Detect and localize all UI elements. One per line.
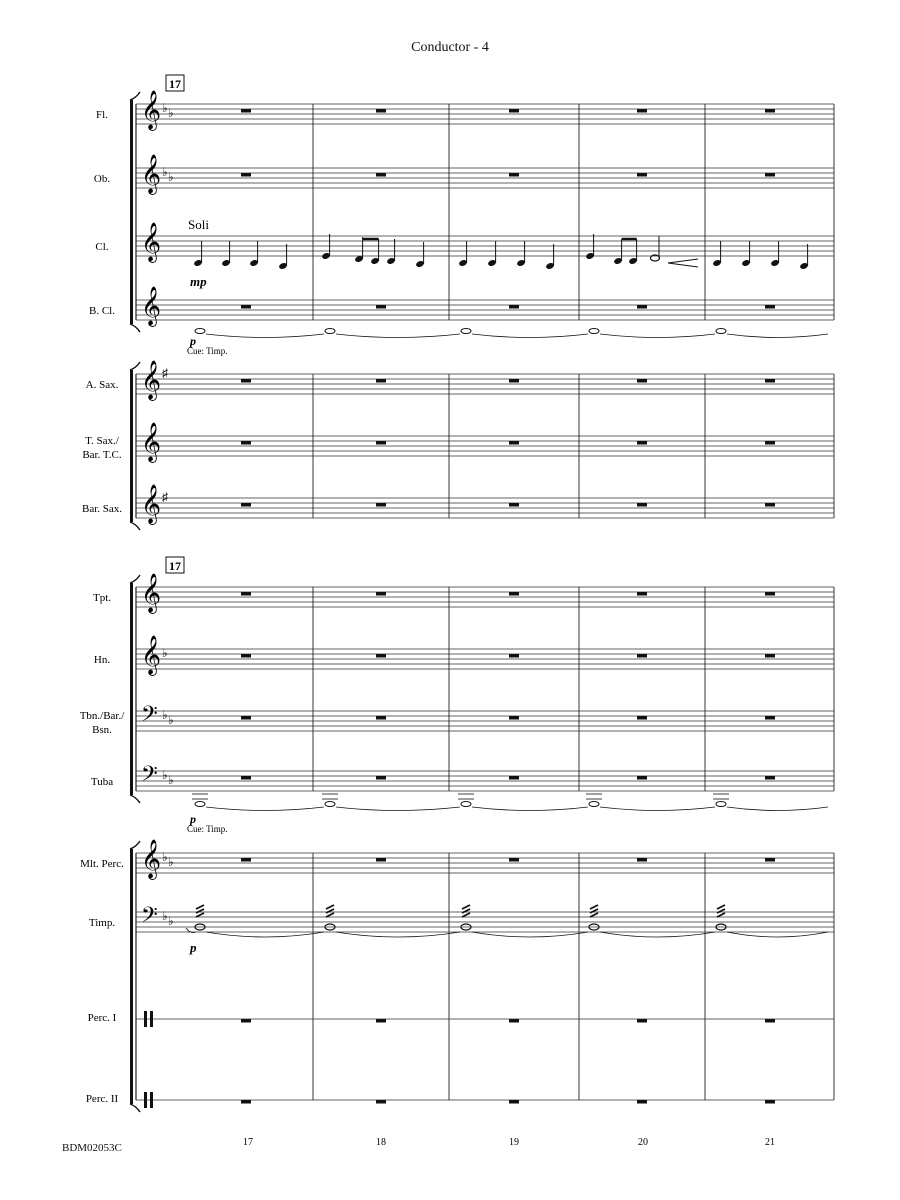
rehearsal-number: 17 bbox=[169, 77, 181, 91]
bass-clef: 𝄢 bbox=[141, 702, 158, 731]
instrument-name-line: Fl. bbox=[96, 109, 108, 121]
whole-rest bbox=[509, 379, 519, 383]
whole-rest bbox=[376, 441, 386, 445]
instrument-name-bcl bbox=[89, 305, 115, 317]
whole-rest bbox=[376, 1019, 386, 1023]
cue-timp-label: Cue: Timp. bbox=[187, 346, 228, 356]
whole-rest bbox=[509, 592, 519, 596]
cue-whole-note bbox=[325, 329, 335, 334]
tremolo-slash bbox=[196, 909, 204, 913]
whole-rest bbox=[241, 379, 251, 383]
tie bbox=[727, 334, 828, 338]
treble-clef: 𝄞 bbox=[141, 637, 162, 674]
staff-tsax bbox=[136, 423, 834, 463]
tie bbox=[472, 334, 588, 338]
tie bbox=[600, 932, 715, 937]
treble-clef: 𝄞 bbox=[141, 424, 162, 461]
whole-rest bbox=[765, 776, 775, 780]
staff-ob bbox=[136, 155, 834, 195]
tremolo-slash bbox=[717, 909, 725, 913]
tremolo-slash bbox=[326, 913, 334, 917]
bracket-hook bbox=[130, 1104, 140, 1112]
staff-bsax bbox=[136, 485, 834, 525]
instrument-name-tsax bbox=[82, 435, 122, 461]
flat-sign: ♭ bbox=[168, 170, 174, 184]
tremolo-slash bbox=[326, 905, 334, 909]
flat-sign: ♭ bbox=[162, 909, 168, 923]
treble-clef: 𝄞 bbox=[141, 486, 162, 523]
whole-rest bbox=[637, 1100, 647, 1104]
instrument-name-line: Perc. I bbox=[87, 1012, 117, 1024]
flat-sign: ♭ bbox=[162, 850, 168, 864]
whole-rest bbox=[509, 441, 519, 445]
treble-clef: 𝄞 bbox=[141, 288, 162, 325]
whole-rest bbox=[241, 776, 251, 780]
whole-rest bbox=[765, 173, 775, 177]
instrument-name-line: Tuba bbox=[90, 776, 114, 788]
cue-whole-note bbox=[589, 802, 599, 807]
page-title: Conductor - 4 bbox=[411, 40, 489, 55]
instrument-name-tpt bbox=[93, 592, 111, 604]
staff-mlt bbox=[136, 840, 834, 880]
whole-rest bbox=[376, 173, 386, 177]
whole-rest bbox=[637, 503, 647, 507]
instrument-name-tbn bbox=[80, 710, 126, 736]
bracket-hook bbox=[130, 522, 140, 530]
tie bbox=[600, 334, 715, 338]
tremolo-slash bbox=[590, 909, 598, 913]
percussion-clef bbox=[144, 1092, 147, 1108]
cue-whole-note bbox=[461, 802, 471, 807]
whole-rest bbox=[241, 592, 251, 596]
whole-rest bbox=[376, 379, 386, 383]
tremolo-slash bbox=[590, 913, 598, 917]
flat-sign: ♭ bbox=[168, 106, 174, 120]
tie bbox=[206, 932, 324, 937]
system-bracket bbox=[130, 583, 133, 795]
staff-perc1 bbox=[136, 1011, 834, 1027]
measure-number: 20 bbox=[638, 1137, 648, 1148]
bracket-hook bbox=[130, 841, 140, 849]
instrument-name-bsax bbox=[82, 503, 122, 515]
dynamic-mp: mp bbox=[190, 274, 207, 289]
bracket-hook bbox=[130, 362, 140, 370]
whole-rest bbox=[509, 1100, 519, 1104]
whole-rest bbox=[241, 109, 251, 113]
staff-cl bbox=[136, 223, 834, 263]
rehearsal-mark bbox=[166, 557, 184, 573]
rehearsal-mark bbox=[166, 75, 184, 91]
measure-number: 19 bbox=[509, 1137, 519, 1148]
instrument-name-line: Tbn./Bar./ bbox=[79, 710, 125, 722]
tie bbox=[472, 807, 588, 811]
instrument-name-perc2 bbox=[86, 1093, 119, 1105]
whole-rest bbox=[637, 654, 647, 658]
treble-clef: 𝄞 bbox=[141, 156, 162, 193]
instrument-name-line: B. Cl. bbox=[89, 305, 115, 317]
whole-rest bbox=[509, 654, 519, 658]
whole-rest bbox=[765, 858, 775, 862]
instrument-name-line: Hn. bbox=[93, 654, 111, 666]
instrument-name-line: Bar. Sax. bbox=[81, 503, 123, 515]
cue-whole-note bbox=[325, 802, 335, 807]
whole-rest bbox=[637, 858, 647, 862]
whole-rest bbox=[241, 654, 251, 658]
staff-fl bbox=[136, 91, 834, 131]
whole-rest bbox=[637, 716, 647, 720]
flat-sign: ♭ bbox=[168, 914, 174, 928]
tie bbox=[206, 334, 324, 338]
measure-number: 21 bbox=[765, 1137, 775, 1148]
tie bbox=[727, 932, 828, 937]
whole-rest bbox=[376, 305, 386, 309]
measure-number: 17 bbox=[243, 1137, 253, 1148]
whole-rest bbox=[509, 776, 519, 780]
instrument-name-line: Perc. II bbox=[85, 1093, 119, 1105]
whole-rest bbox=[765, 109, 775, 113]
tremolo-slash bbox=[462, 913, 470, 917]
sharp-sign: ♯ bbox=[162, 490, 168, 504]
instrument-name-line: Timp. bbox=[88, 917, 116, 929]
tie bbox=[336, 932, 460, 937]
whole-rest bbox=[241, 441, 251, 445]
tie bbox=[727, 807, 828, 811]
staff-bcl bbox=[136, 287, 834, 327]
staff-tbn bbox=[136, 702, 834, 731]
treble-clef: 𝄞 bbox=[141, 575, 162, 612]
whole-rest bbox=[637, 441, 647, 445]
system-bracket bbox=[130, 100, 133, 324]
tremolo-slash bbox=[196, 913, 204, 917]
cue-whole-note bbox=[461, 329, 471, 334]
cue-whole-note bbox=[716, 802, 726, 807]
treble-clef: 𝄞 bbox=[141, 92, 162, 129]
tie bbox=[206, 807, 324, 811]
tie bbox=[336, 807, 460, 811]
percussion-clef bbox=[150, 1092, 153, 1108]
whole-rest bbox=[637, 379, 647, 383]
instrument-name-line: T. Sax./ bbox=[85, 435, 119, 447]
staff-tuba bbox=[136, 762, 834, 791]
tremolo-slash bbox=[717, 905, 725, 909]
tie bbox=[336, 334, 460, 338]
whole-rest bbox=[376, 592, 386, 596]
whole-rest bbox=[509, 1019, 519, 1023]
whole-rest bbox=[509, 109, 519, 113]
bracket-hook bbox=[130, 324, 140, 332]
instrument-name-line: Cl. bbox=[95, 241, 109, 253]
dynamic-p: p bbox=[190, 940, 197, 955]
whole-rest bbox=[765, 1019, 775, 1023]
whole-rest bbox=[376, 1100, 386, 1104]
bracket-hook bbox=[130, 575, 140, 583]
dynamic-p: p bbox=[190, 334, 196, 348]
cue-whole-note bbox=[195, 329, 205, 334]
whole-rest bbox=[509, 716, 519, 720]
whole-rest bbox=[376, 503, 386, 507]
tie bbox=[472, 932, 588, 937]
instrument-name-hn bbox=[94, 654, 110, 666]
staff-hn bbox=[136, 636, 834, 676]
whole-rest bbox=[765, 1100, 775, 1104]
whole-rest bbox=[765, 716, 775, 720]
flat-sign: ♭ bbox=[162, 708, 168, 722]
instrument-name-timp bbox=[89, 917, 115, 929]
whole-rest bbox=[241, 503, 251, 507]
sharp-sign: ♯ bbox=[162, 366, 168, 380]
flat-sign: ♭ bbox=[162, 646, 168, 660]
whole-rest bbox=[765, 503, 775, 507]
staff-timp bbox=[136, 903, 834, 932]
whole-rest bbox=[509, 858, 519, 862]
crescendo-hairpin bbox=[668, 259, 698, 267]
whole-rest bbox=[765, 654, 775, 658]
percussion-clef bbox=[150, 1011, 153, 1027]
soli-marking: Soli bbox=[188, 217, 209, 232]
whole-rest bbox=[765, 379, 775, 383]
flat-sign: ♭ bbox=[162, 165, 168, 179]
flat-sign: ♭ bbox=[162, 768, 168, 782]
whole-rest bbox=[376, 109, 386, 113]
whole-rest bbox=[637, 592, 647, 596]
tremolo-slash bbox=[462, 909, 470, 913]
flat-sign: ♭ bbox=[168, 773, 174, 787]
tremolo-slash bbox=[326, 909, 334, 913]
tremolo-slash bbox=[717, 913, 725, 917]
staff-tpt bbox=[136, 574, 834, 614]
whole-rest bbox=[765, 305, 775, 309]
tremolo-slash bbox=[590, 905, 598, 909]
treble-clef: 𝄞 bbox=[141, 841, 162, 878]
whole-rest bbox=[241, 173, 251, 177]
whole-rest bbox=[509, 173, 519, 177]
system-bracket bbox=[130, 849, 133, 1104]
cue-whole-note bbox=[589, 329, 599, 334]
instrument-name-line: Ob. bbox=[93, 173, 111, 185]
catalog-code: BDM02053C bbox=[62, 1142, 122, 1154]
treble-clef: 𝄞 bbox=[141, 362, 162, 399]
whole-rest bbox=[241, 1019, 251, 1023]
dynamic-p: p bbox=[190, 812, 196, 826]
instrument-name-tuba bbox=[91, 776, 113, 788]
percussion-clef bbox=[144, 1011, 147, 1027]
tie bbox=[600, 807, 715, 811]
whole-rest bbox=[765, 441, 775, 445]
whole-rest bbox=[765, 592, 775, 596]
instrument-name-fl bbox=[96, 109, 108, 121]
bass-clef: 𝄢 bbox=[141, 762, 158, 791]
whole-rest bbox=[637, 1019, 647, 1023]
whole-rest bbox=[376, 776, 386, 780]
instrument-name-perc1 bbox=[88, 1012, 117, 1024]
treble-clef: 𝄞 bbox=[141, 224, 162, 261]
flat-sign: ♭ bbox=[162, 101, 168, 115]
flat-sign: ♭ bbox=[168, 713, 174, 727]
whole-rest bbox=[509, 305, 519, 309]
instrument-name-line: Mlt. Perc. bbox=[80, 858, 124, 870]
bracket-hook bbox=[130, 92, 140, 100]
whole-rest bbox=[509, 503, 519, 507]
cue-whole-note bbox=[716, 329, 726, 334]
whole-rest bbox=[376, 716, 386, 720]
whole-rest bbox=[241, 1100, 251, 1104]
whole-rest bbox=[241, 858, 251, 862]
instrument-name-mlt bbox=[80, 858, 124, 870]
instrument-name-line: Bar. T.C. bbox=[82, 449, 122, 461]
whole-rest bbox=[376, 858, 386, 862]
tremolo-slash bbox=[196, 905, 204, 909]
whole-rest bbox=[376, 654, 386, 658]
instrument-name-asax bbox=[86, 379, 119, 391]
whole-rest bbox=[241, 305, 251, 309]
whole-rest bbox=[241, 716, 251, 720]
flat-sign: ♭ bbox=[168, 855, 174, 869]
instrument-name-cl bbox=[95, 241, 108, 253]
whole-rest bbox=[637, 173, 647, 177]
staff-perc2 bbox=[136, 1092, 834, 1108]
instrument-name-ob bbox=[94, 173, 110, 185]
instrument-name-line: Tpt. bbox=[92, 592, 112, 604]
instrument-name-line: A. Sax. bbox=[85, 379, 119, 391]
whole-rest bbox=[637, 776, 647, 780]
tremolo-slash bbox=[462, 905, 470, 909]
whole-rest bbox=[637, 305, 647, 309]
bass-clef: 𝄢 bbox=[141, 903, 158, 932]
system-bracket bbox=[130, 370, 133, 522]
whole-rest bbox=[637, 109, 647, 113]
instrument-name-line: Bsn. bbox=[92, 724, 112, 736]
measure-number: 18 bbox=[376, 1137, 386, 1148]
cue-timp-label: Cue: Timp. bbox=[187, 824, 228, 834]
staff-asax bbox=[136, 361, 834, 401]
rehearsal-number: 17 bbox=[169, 559, 181, 573]
cue-whole-note bbox=[195, 802, 205, 807]
bracket-hook bbox=[130, 795, 140, 803]
